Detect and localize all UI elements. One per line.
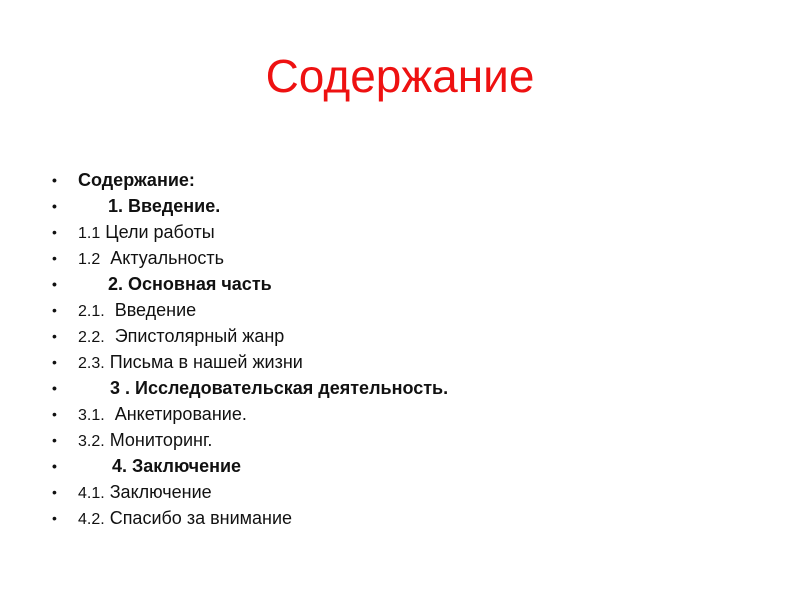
toc-item-2-3 [48, 349, 448, 375]
toc-item-3-1 [48, 401, 448, 427]
bullet-icon: • [52, 354, 57, 370]
bullet-icon: • [52, 276, 57, 292]
toc-item-text: Содержание: [78, 170, 195, 190]
toc-item-number: 1.2 [78, 251, 101, 268]
bullet-icon: • [52, 328, 57, 344]
bullet-icon: • [52, 198, 57, 214]
toc-item-section-4 [48, 453, 448, 479]
bullet-icon: • [52, 406, 57, 422]
toc-item-text: Актуальность [100, 248, 225, 268]
bullet-icon: • [52, 510, 57, 526]
toc-item-section-2 [48, 271, 448, 297]
bullet-icon: • [52, 432, 57, 448]
toc-item-number: 3.1. [78, 407, 105, 424]
bullet-icon: • [52, 458, 57, 474]
bullet-icon: • [52, 250, 57, 266]
bullet-icon: • [52, 484, 57, 500]
toc-item-text: Письма в нашей жизни [104, 352, 303, 372]
toc-item-text: Введение [104, 300, 197, 320]
toc-item-1-2 [48, 245, 448, 271]
toc-item-number: 3.2. [78, 433, 105, 450]
slide-title: Содержание [265, 50, 535, 102]
toc-item-number: 2.3. [78, 355, 105, 372]
toc-item-section-1 [48, 193, 448, 219]
toc-item-text: 4. Заключение [112, 456, 242, 476]
toc-item-number: 4.2. [78, 511, 105, 528]
toc-item-text: Мониторинг. [104, 430, 213, 450]
bullet-icon: • [52, 380, 57, 396]
toc-item-2-2 [48, 323, 448, 349]
bullet-icon: • [52, 302, 57, 318]
toc-item-number: 2.2. [78, 329, 105, 346]
toc-item-number: 1.1 [78, 225, 101, 242]
toc-item-heading [48, 167, 448, 193]
toc-item-number: 4.1. [78, 485, 105, 502]
toc-item-1-1 [48, 219, 448, 245]
bullet-icon: • [52, 224, 57, 240]
toc-item-2-1 [48, 297, 448, 323]
toc-item-text: Спасибо за внимание [104, 508, 293, 528]
toc-item-text: Цели работы [100, 222, 215, 242]
toc-item-4-1 [48, 479, 448, 505]
toc-item-text: 1. Введение. [108, 196, 221, 216]
toc-item-text: 3 . Исследовательская деятельность. [110, 378, 449, 398]
toc-item-text: 2. Основная часть [108, 274, 272, 294]
toc-item-4-2 [48, 505, 448, 531]
bullet-icon: • [52, 172, 57, 188]
table-of-contents [48, 167, 448, 531]
toc-item-number: 2.1. [78, 303, 105, 320]
toc-item-text: Эпистолярный жанр [104, 326, 285, 346]
toc-item-text: Анкетирование. [104, 404, 247, 424]
toc-item-text: Заключение [104, 482, 212, 502]
toc-item-section-3 [48, 375, 448, 401]
toc-item-3-2 [48, 427, 448, 453]
